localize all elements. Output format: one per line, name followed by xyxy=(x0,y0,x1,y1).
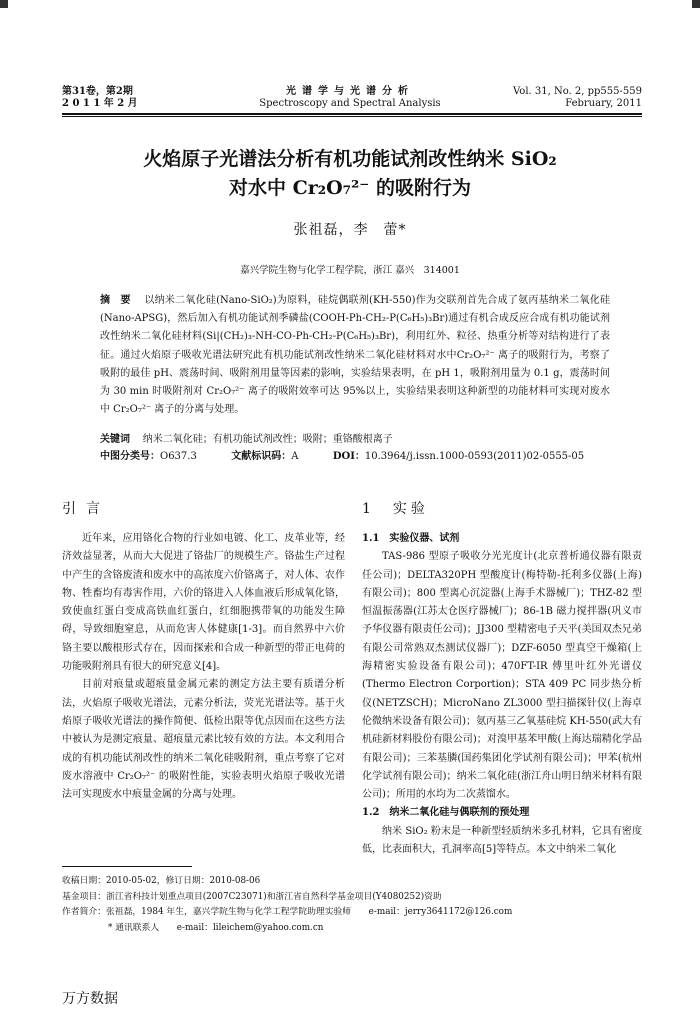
authors: 张祖磊，李 蕾* xyxy=(293,222,407,238)
header-rule-bottom xyxy=(62,116,642,117)
footer-watermark: 万方数据 xyxy=(62,991,118,1007)
header-volume: 第31卷，第2期 xyxy=(62,86,133,97)
affiliation: 嘉兴学院生物与化学工程学院，浙江 嘉兴 314001 xyxy=(240,265,460,276)
journal-name-en: Spectroscopy and Spectral Analysis xyxy=(259,98,441,109)
footnote-fund: 基金项目：浙江省科技计划重点项目(2007C23071)和浙江省自然科学基金项目(Y4080252)资助 xyxy=(62,891,442,902)
header-citation xyxy=(470,86,642,110)
scan-mark-top-right xyxy=(692,0,700,8)
section-1-2-text: 纳米 SiO₂ 粉末是一种新型轻质纳米多孔材料，它具有密度低，比表面积大，孔洞率高[5]等特点。本文中纳米二氧化 xyxy=(362,825,642,856)
section-1-1-title: 1.1 实验仪器、试剂 xyxy=(362,533,460,544)
abstract-label: 摘 要 xyxy=(100,295,131,306)
doi-label: DOI： xyxy=(332,451,365,462)
clc-value: O637.3 xyxy=(160,451,197,462)
doc-code-label: 文献标识码： xyxy=(231,451,292,462)
footnote-author-bio: 作者简介：张祖磊，1984 年生，嘉兴学院生物与化学工程学院助理实验师 e-mail：jerry3641172@126.com xyxy=(62,907,513,917)
keywords xyxy=(100,432,620,447)
header-journal xyxy=(230,86,470,110)
footnote-received: 收稿日期：2010-05-02，修订日期：2010-08-06 xyxy=(62,876,261,886)
intro-paragraph-2: 目前对痕量或超痕量金属元素的测定方法主要有质谱分析法，火焰原子吸收光谱法，元素分析法，荧光光谱法等。基于火焰原子吸收光谱法的操作简便、低检出限等优点因而在这些方法中被认为是测定痕量、超痕量元素比较有效的方法。本文利用合成的有机功能试剂改性的纳米二氧化硅吸附剂，重点考察了它对废水溶液中 Cr₂O₇²⁻ 的吸附性能，实验表明火焰原子吸收光谱法可实现废水中痕量金属的分离与处理。 xyxy=(62,679,345,801)
intro-heading: 引言 xyxy=(62,501,110,517)
scan-mark-top-left xyxy=(0,0,8,8)
header-month: February, 2011 xyxy=(565,98,642,109)
intro-paragraph-1: 近年来，应用铬化合物的行业如电镀、化工、皮革业等，经济效益显著，从而大大促进了铬盐厂的规模生产。铬盐生产过程中产生的含铬废渣和废水中的高浓度六价铬离子，对人体、农作物、牲畜均有毒害作用，六价的铬进入人体血液后形成氧化铬，致使血红蛋白变成高铁血红蛋白，红细胞携带氧的功能发生障碍，导致细胞窒息，从而危害人体健康[1-3]。而自然界中六价铬主要以酸根形式存在，因而探索和合成一种新型的带正电荷的功能吸附剂具有很大的研究意义[4]。 xyxy=(62,533,345,673)
header-rule-top xyxy=(62,113,642,115)
abstract-text: 以纳米二氧化硅(Nano-SiO₂)为原料，硅烷偶联剂(KH-550)作为交联剂首先合成了氨丙基纳米二氧化硅(Nano-APSG)，然后加入有机功能试剂季磷盐(COOH-Ph-CH₂-P(C₆H₅)₃Br)通过有机合成反应合成有机功能试剂改性纳米二氧化硅材料(Si|(CH₂)₃-NH-CO-Ph-CH₂-P(C₆H₅)₃Br)，利用红外、粒径、热重分析等对结构进行了表征。通过火焰原子吸收光谱法研究此有机功能试剂改性纳米二氧化硅材料对水中Cr₂O₇²⁻ 离子的吸附行为，考察了吸附的最佳 pH、震荡时间、吸附剂用量等因素的影响，实验结果表明，在 pH 1，吸附剂用量为 0.1 g，震荡时间为 30 min 时吸附剂对 Cr₂O₇²⁻ 离子的吸附效率可达 95%以上，实验结果表明这种新型的功能材料可实现对废水中 Cr₂O₇²⁻ 离子的分离与处理。 xyxy=(100,295,611,416)
section-1-1-text: TAS-986 型原子吸收分光光度计(北京普析通仪器有限责任公司)；DELTA320PH 型酸度计(梅特勒-托利多仪器(上海)有限公司)；800 型离心沉淀器(上海手术器械厂)；THZ-82 型恒温振荡器(江苏太仓医疗器械厂)；86-1B 磁力搅拌器(巩义市予华仪器有限责任公司)；JJ300 型精密电子天平(美国双杰兄弟有限公司常熟双杰测试仪器厂)；DZF-6050 型真空干燥箱(上海精密实验设备有限公司)；470FT-IR 傅里叶红外光谱仪(Thermo Electron Corportion)；STA 409 PC 同步热分析仪(NETZSCH)；MicroNano ZL3000 型扫描探针仪(上海卓伦微纳米设备有限公司)；氨丙基三乙氧基硅烷 KH-550(武大有机硅新材料股份有限公司)；对溴甲基苯甲酸(上海达瑞精化学品有限公司)；三苯基膦(国药集团化学试剂有限公司)；甲苯(杭州化学试剂有限公司)；纳米二氧化硅(浙江舟山明日纳米材料有限公司)；所用的水均为二次蒸馏水。 xyxy=(362,551,642,801)
footnote-rule xyxy=(62,866,192,867)
doi-value: 10.3964/j.issn.1000-0593(2011)02-0555-05 xyxy=(364,451,585,462)
paper-title-line2: 对水中 Cr₂O₇²⁻ 的吸附行为 xyxy=(229,177,471,199)
keywords-label: 关键词 xyxy=(100,434,130,445)
footnote-corresponding: * 通讯联系人 e-mail：lileichem@yahoo.com.cn xyxy=(108,922,324,933)
header-issue xyxy=(62,86,138,110)
classification xyxy=(100,449,620,464)
abstract xyxy=(100,292,610,419)
keywords-text: 纳米二氧化硅；有机功能试剂改性；吸附；重铬酸根离子 xyxy=(142,434,393,445)
footnotes xyxy=(62,874,642,936)
journal-name-cn: 光谱学与光谱分析 xyxy=(286,86,414,97)
header-date: 2 0 1 1 年 2 月 xyxy=(62,98,138,109)
intro-body xyxy=(62,530,345,804)
section-1-2-title: 1.2 纳米二氧化硅与偶联剂的预处理 xyxy=(362,807,530,819)
experiment-heading: 1 实验 xyxy=(362,501,429,517)
paper-title-line1: 火焰原子光谱法分析有机功能试剂改性纳米 SiO₂ xyxy=(143,148,557,170)
clc-label: 中图分类号： xyxy=(100,451,160,462)
doc-code-value: A xyxy=(291,451,299,462)
experiment-body xyxy=(362,530,642,859)
header-pages: Vol. 31, No. 2, pp555-559 xyxy=(513,86,642,97)
